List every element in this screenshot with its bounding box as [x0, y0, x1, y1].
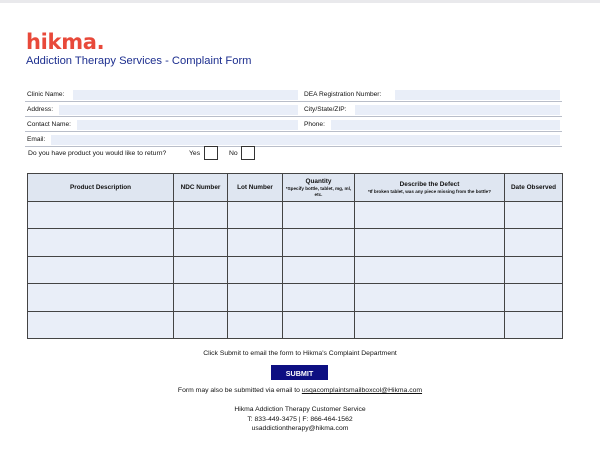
date-observed-cell[interactable]: [505, 256, 563, 283]
complaints-email-link[interactable]: usqacomplaintsmailboxcol@Hikma.com: [301, 387, 423, 394]
ndc-number-cell[interactable]: [174, 284, 228, 311]
clinic-name-label: Clinic Name:: [27, 91, 65, 98]
header-quantity: Quantity *Specify bottle, tablet, mg, ml, etc.: [283, 174, 355, 202]
header-lot-number: Lot Number: [228, 174, 283, 202]
lot-number-cell[interactable]: [228, 256, 283, 283]
header-product-description: Product Description: [28, 174, 174, 202]
field-row-email: [25, 132, 562, 147]
alternate-submission: [0, 387, 600, 394]
email-label: Email:: [27, 136, 46, 143]
product-description-cell[interactable]: [28, 284, 174, 311]
defect-cell[interactable]: [355, 256, 505, 283]
header-date-observed: Date Observed: [505, 174, 563, 202]
dea-number-label: DEA Registration Number:: [304, 91, 382, 98]
ndc-number-cell[interactable]: [174, 256, 228, 283]
quantity-cell[interactable]: [283, 256, 355, 283]
submit-instruction: Click Submit to email the form to Hikma's Complaint Department: [203, 350, 397, 357]
contact-name-label: Contact Name:: [27, 121, 71, 128]
defect-cell[interactable]: [355, 202, 505, 229]
field-row-contact: [25, 117, 562, 132]
table-row: [28, 256, 563, 283]
quantity-cell[interactable]: [283, 284, 355, 311]
product-description-cell[interactable]: [28, 311, 174, 338]
hikma-logo: hikma.: [26, 30, 105, 54]
quantity-cell[interactable]: [283, 229, 355, 256]
lot-number-cell[interactable]: [228, 202, 283, 229]
date-observed-cell[interactable]: [505, 202, 563, 229]
date-observed-cell[interactable]: [505, 311, 563, 338]
address-input[interactable]: [59, 105, 298, 115]
defect-cell[interactable]: [355, 284, 505, 311]
yes-checkbox[interactable]: [204, 146, 218, 160]
city-state-zip-label: City/State/ZIP:: [304, 106, 347, 113]
defect-cell[interactable]: [355, 229, 505, 256]
contact-name-input[interactable]: [77, 120, 298, 130]
phone-label: Phone:: [304, 121, 325, 128]
table-body: [28, 202, 563, 339]
lot-number-cell[interactable]: [228, 229, 283, 256]
ndc-number-cell[interactable]: [174, 229, 228, 256]
ndc-number-cell[interactable]: [174, 202, 228, 229]
lot-number-cell[interactable]: [228, 311, 283, 338]
clinic-name-input[interactable]: [73, 90, 298, 100]
product-description-cell[interactable]: [28, 256, 174, 283]
field-row-address: [25, 102, 562, 117]
field-row-clinic: [25, 87, 562, 102]
city-state-zip-input[interactable]: [355, 105, 560, 115]
dea-number-input[interactable]: [395, 90, 560, 100]
table-header-row: [28, 174, 563, 202]
contact-title: Hikma Addiction Therapy Customer Service: [234, 406, 366, 413]
email-input[interactable]: [51, 135, 560, 145]
quantity-cell[interactable]: [283, 202, 355, 229]
contact-email: usaddictiontherapy@hikma.com: [251, 425, 349, 433]
table-row: [28, 311, 563, 338]
contact-phone-fax: T: 833-449-3475 | F: 866-464-1562: [247, 415, 353, 423]
contact-block: [0, 405, 600, 434]
table-row: [28, 229, 563, 256]
header-describe-defect: Describe the Defect *If broken tablet, was any piece missing from the bottle?: [355, 174, 505, 202]
product-description-cell[interactable]: [28, 229, 174, 256]
table-row: [28, 284, 563, 311]
product-description-cell[interactable]: [28, 202, 174, 229]
contact-fields: [25, 87, 562, 147]
table-row: [28, 202, 563, 229]
return-question: Do you have product you would like to return?: [28, 150, 167, 157]
submit-button[interactable]: SUBMIT: [271, 365, 328, 380]
header-ndc-number: NDC Number: [174, 174, 228, 202]
address-label: Address:: [27, 106, 54, 113]
phone-input[interactable]: [331, 120, 560, 130]
no-label: No: [229, 150, 238, 157]
product-table: [27, 173, 563, 339]
no-checkbox[interactable]: [241, 146, 255, 160]
defect-cell[interactable]: [355, 311, 505, 338]
top-divider: [0, 0, 600, 3]
quantity-cell[interactable]: [283, 311, 355, 338]
yes-label: Yes: [189, 150, 201, 157]
lot-number-cell[interactable]: [228, 284, 283, 311]
date-observed-cell[interactable]: [505, 284, 563, 311]
date-observed-cell[interactable]: [505, 229, 563, 256]
alternate-submission-text: Form may also be submitted via email to: [177, 387, 302, 394]
form-title: Addiction Therapy Services - Complaint Form: [26, 55, 252, 67]
ndc-number-cell[interactable]: [174, 311, 228, 338]
